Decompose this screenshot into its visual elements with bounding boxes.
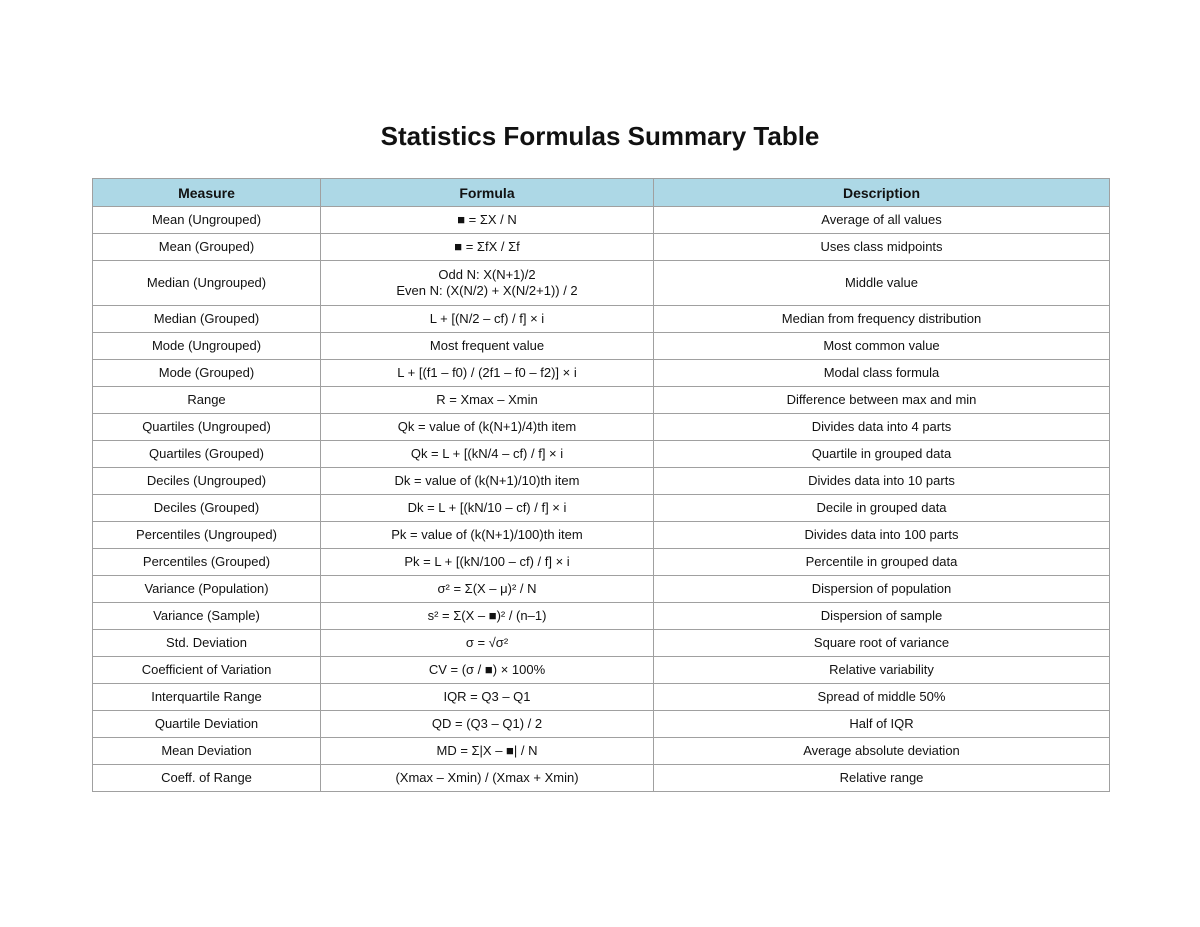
- table-row: [93, 522, 1110, 549]
- formula-line: Most frequent value: [429, 338, 545, 353]
- table-row: [93, 495, 1110, 522]
- table-row: [93, 765, 1110, 792]
- formula-line: ■ = ΣX / N: [457, 212, 517, 227]
- table-row: [93, 630, 1110, 657]
- description-cell: Dispersion of sample: [654, 603, 1110, 630]
- formula-line: (Xmax – Xmin) / (Xmax + Xmin): [395, 770, 579, 785]
- formula-line: Even N: (X(N/2) + X(N/2+1)) / 2: [396, 283, 578, 298]
- table-row: [93, 549, 1110, 576]
- formula-cell: [321, 207, 654, 234]
- formula-line: Odd N: X(N+1)/2: [438, 267, 536, 282]
- table-row: [93, 234, 1110, 261]
- formula-cell: [321, 234, 654, 261]
- formula-line: IQR = Q3 – Q1: [443, 689, 531, 704]
- formula-cell: [321, 738, 654, 765]
- measure-cell: Range: [93, 387, 321, 414]
- formula-cell: [321, 711, 654, 738]
- table-body: [93, 207, 1110, 792]
- measure-cell: Percentiles (Ungrouped): [93, 522, 321, 549]
- table-row: [93, 333, 1110, 360]
- formula-cell: [321, 441, 654, 468]
- column-header-measure: Measure: [93, 179, 321, 207]
- formula-line: Pk = value of (k(N+1)/100)th item: [391, 527, 583, 542]
- description-cell: Percentile in grouped data: [654, 549, 1110, 576]
- table-row: [93, 603, 1110, 630]
- formula-line: MD = Σ|X – ■| / N: [436, 743, 538, 758]
- table-row: [93, 360, 1110, 387]
- formula-line: R = Xmax – Xmin: [436, 392, 538, 407]
- table-row: [93, 684, 1110, 711]
- description-cell: Quartile in grouped data: [654, 441, 1110, 468]
- measure-cell: Deciles (Ungrouped): [93, 468, 321, 495]
- description-cell: Decile in grouped data: [654, 495, 1110, 522]
- table-row: [93, 441, 1110, 468]
- formula-cell: [321, 387, 654, 414]
- table-row: [93, 468, 1110, 495]
- formula-cell: [321, 306, 654, 333]
- formula-line: σ² = Σ(X – μ)² / N: [437, 581, 537, 596]
- formula-cell: [321, 333, 654, 360]
- formula-line: Qk = L + [(kN/4 – cf) / f] × i: [410, 446, 564, 461]
- formula-cell: [321, 414, 654, 441]
- description-cell: Average absolute deviation: [654, 738, 1110, 765]
- formula-cell: [321, 576, 654, 603]
- formula-line: σ = √σ²: [465, 635, 509, 650]
- measure-cell: Quartile Deviation: [93, 711, 321, 738]
- formula-cell: [321, 261, 654, 306]
- measure-cell: Variance (Population): [93, 576, 321, 603]
- formula-line: L + [(N/2 – cf) / f] × i: [429, 311, 545, 326]
- formula-cell: [321, 522, 654, 549]
- formula-cell: [321, 360, 654, 387]
- formula-line: Pk = L + [(kN/100 – cf) / f] × i: [404, 554, 570, 569]
- table-row: [93, 414, 1110, 441]
- formula-cell: [321, 630, 654, 657]
- formulas-table: [92, 178, 1110, 792]
- measure-cell: Percentiles (Grouped): [93, 549, 321, 576]
- formula-line: Dk = value of (k(N+1)/10)th item: [394, 473, 580, 488]
- formula-line: CV = (σ / ■) × 100%: [428, 662, 546, 677]
- description-cell: Square root of variance: [654, 630, 1110, 657]
- formula-cell: [321, 603, 654, 630]
- measure-cell: Mean Deviation: [93, 738, 321, 765]
- formula-cell: [321, 495, 654, 522]
- description-cell: Relative range: [654, 765, 1110, 792]
- formula-cell: [321, 657, 654, 684]
- measure-cell: Coeff. of Range: [93, 765, 321, 792]
- measure-cell: Variance (Sample): [93, 603, 321, 630]
- table-row: [93, 657, 1110, 684]
- measure-cell: Mean (Grouped): [93, 234, 321, 261]
- table-header-row: [93, 179, 1110, 207]
- measure-cell: Median (Ungrouped): [93, 261, 321, 306]
- measure-cell: Mode (Grouped): [93, 360, 321, 387]
- formula-cell: [321, 549, 654, 576]
- measure-cell: Mode (Ungrouped): [93, 333, 321, 360]
- table-row: [93, 576, 1110, 603]
- measure-cell: Median (Grouped): [93, 306, 321, 333]
- measure-cell: Coefficient of Variation: [93, 657, 321, 684]
- table-row: [93, 306, 1110, 333]
- description-cell: Average of all values: [654, 207, 1110, 234]
- column-header-formula: Formula: [321, 179, 654, 207]
- description-cell: Relative variability: [654, 657, 1110, 684]
- measure-cell: Std. Deviation: [93, 630, 321, 657]
- description-cell: Half of IQR: [654, 711, 1110, 738]
- description-cell: Dispersion of population: [654, 576, 1110, 603]
- table-row: [93, 738, 1110, 765]
- description-cell: Difference between max and min: [654, 387, 1110, 414]
- measure-cell: Quartiles (Ungrouped): [93, 414, 321, 441]
- table-row: [93, 711, 1110, 738]
- description-cell: Modal class formula: [654, 360, 1110, 387]
- description-cell: Divides data into 10 parts: [654, 468, 1110, 495]
- formula-line: Dk = L + [(kN/10 – cf) / f] × i: [407, 500, 567, 515]
- formula-line: L + [(f1 – f0) / (2f1 – f0 – f2)] × i: [397, 365, 577, 380]
- column-header-description: Description: [654, 179, 1110, 207]
- formula-line: ■ = ΣfX / Σf: [454, 239, 520, 254]
- formula-line: QD = (Q3 – Q1) / 2: [431, 716, 543, 731]
- formula-line: s² = Σ(X – ■)² / (n–1): [427, 608, 547, 623]
- page-title: Statistics Formulas Summary Table: [380, 121, 820, 151]
- measure-cell: Deciles (Grouped): [93, 495, 321, 522]
- table-row: [93, 261, 1110, 306]
- measure-cell: Mean (Ungrouped): [93, 207, 321, 234]
- formula-cell: [321, 765, 654, 792]
- description-cell: Uses class midpoints: [654, 234, 1110, 261]
- measure-cell: Interquartile Range: [93, 684, 321, 711]
- table-row: [93, 207, 1110, 234]
- description-cell: Median from frequency distribution: [654, 306, 1110, 333]
- formula-cell: [321, 468, 654, 495]
- formula-cell: [321, 684, 654, 711]
- measure-cell: Quartiles (Grouped): [93, 441, 321, 468]
- description-cell: Divides data into 4 parts: [654, 414, 1110, 441]
- description-cell: Spread of middle 50%: [654, 684, 1110, 711]
- description-cell: Divides data into 100 parts: [654, 522, 1110, 549]
- table-row: [93, 387, 1110, 414]
- description-cell: Middle value: [654, 261, 1110, 306]
- description-cell: Most common value: [654, 333, 1110, 360]
- formula-line: Qk = value of (k(N+1)/4)th item: [397, 419, 577, 434]
